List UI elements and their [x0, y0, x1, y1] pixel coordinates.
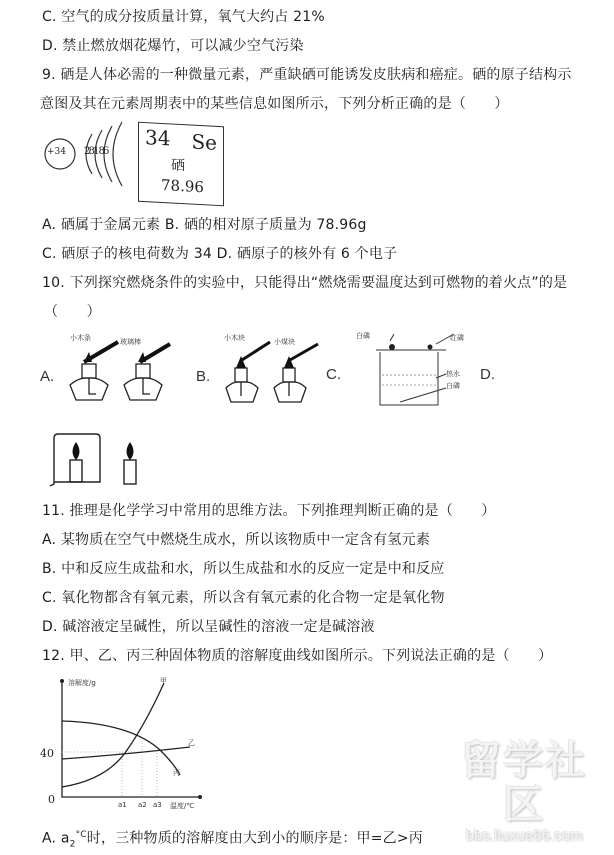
atom-structure-diagram	[40, 118, 120, 188]
experiment-a-label: A.	[40, 368, 55, 385]
x-tick-a2: a2	[138, 801, 147, 809]
q12a-prefix: A. a	[42, 830, 70, 847]
experiment-d-figure	[44, 430, 144, 490]
element-name: 硒	[171, 157, 185, 175]
label-small-coal-block: 小煤块	[274, 338, 295, 346]
q8-option-d: D. 禁止燃放烟花爆竹，可以减少空气污染	[42, 38, 304, 54]
label-white-phosphorus-bottom: 白磷	[446, 382, 460, 390]
curve-bing	[62, 721, 180, 775]
experiment-b-figure	[220, 330, 320, 405]
curve-label-bing: 丙	[173, 769, 180, 777]
electron-shells: 2 8 18 6	[84, 146, 109, 157]
label-white-phosphorus-top: 白磷	[356, 332, 370, 340]
y-axis-label: 溶解度/g	[68, 679, 96, 687]
q11-stem: 11. 推理是化学学习中常用的思维方法。下列推理判断正确的是（ ）	[42, 503, 496, 519]
q9-options-ab: A. 硒属于金属元素 B. 硒的相对原子质量为 78.96g	[42, 217, 367, 233]
q12-option-a	[42, 826, 423, 853]
q10-stem-line1: 10. 下列探究燃烧条件的实验中，只能得出“燃烧需要温度达到可燃物的着火点”的是	[42, 275, 568, 291]
experiment-c-label: C.	[326, 366, 341, 383]
watermark-title: 留学社区	[461, 738, 587, 828]
x-tick-a1: a1	[118, 801, 127, 809]
experiment-a-figure	[62, 330, 172, 405]
curve-label-yi: 乙	[188, 739, 195, 747]
nucleus-charge: +34	[47, 147, 66, 157]
experiment-c-figure	[350, 330, 470, 410]
element-number: 34	[145, 125, 171, 151]
experiment-d-label: D.	[480, 366, 495, 383]
q8-option-c: C. 空气的成分按质量计算，氧气大约占 21%	[42, 9, 325, 25]
experiment-b-label: B.	[196, 368, 211, 385]
x-axis-label: 温度/℃	[170, 802, 195, 810]
label-hot-water: 热水	[446, 370, 460, 378]
q9-stem-line1: 9. 硒是人体必需的一种微量元素，严重缺硒可能诱发皮肤病和癌症。硒的原子结构示	[42, 67, 572, 83]
solubility-curve-chart	[30, 675, 230, 810]
q12a-subscript: 2	[69, 839, 76, 850]
x-tick-a3: a3	[153, 801, 162, 809]
curve-yi	[62, 747, 190, 759]
q12a-degree: °C	[75, 830, 87, 840]
watermark-url: bbs.liuxue86.com	[465, 827, 583, 844]
element-mass: 78.96	[161, 175, 204, 197]
label-small-wood-stick: 小木条	[70, 334, 91, 342]
y-tick-0: 0	[48, 793, 55, 806]
q11-option-b: B. 中和反应生成盐和水，所以生成盐和水的反应一定是中和反应	[42, 561, 445, 577]
q11-option-d: D. 碱溶液定呈碱性，所以呈碱性的溶液一定是碱溶液	[42, 619, 375, 635]
element-symbol: Se	[191, 129, 217, 155]
curve-label-jia: 甲	[160, 677, 167, 685]
label-small-wood-block: 小木块	[224, 334, 245, 342]
label-red-phosphorus: 红磷	[450, 334, 464, 342]
q11-option-a: A. 某物质在空气中燃烧生成水，所以该物质中一定含有氢元素	[42, 532, 431, 548]
q11-option-c: C. 氧化物都含有氧元素，所以含有氧元素的化合物一定是氧化物	[42, 590, 445, 606]
curve-jia	[62, 683, 164, 787]
q9-stem-line2: 意图及其在元素周期表中的某些信息如图所示，下列分析正确的是（ ）	[40, 96, 509, 112]
q12-stem: 12. 甲、乙、丙三种固体物质的溶解度曲线如图所示。下列说法正确的是（ ）	[42, 648, 553, 664]
label-glass-rod: 玻璃棒	[120, 338, 141, 346]
q12a-rest: 时，三种物质的溶解度由大到小的顺序是：甲=乙>丙	[86, 830, 424, 847]
y-tick-40: 40	[40, 747, 54, 760]
q10-stem-line2: （ ）	[44, 304, 101, 320]
site-watermark	[444, 739, 604, 845]
element-card-se	[138, 122, 224, 207]
q9-options-cd: C. 硒原子的核电荷数为 34 D. 硒原子的核外有 6 个电子	[42, 246, 398, 262]
